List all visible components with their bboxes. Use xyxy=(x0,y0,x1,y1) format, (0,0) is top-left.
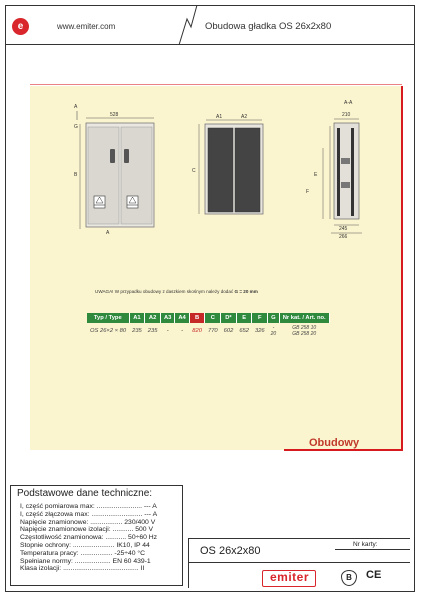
list-item: Temperatura pracy: ................. -25÷40 °C xyxy=(20,549,146,557)
drawing-area xyxy=(30,86,402,450)
ce-mark-icon: CE xyxy=(366,569,382,581)
column-header: A2 xyxy=(145,313,161,323)
column-header: A4 xyxy=(175,313,189,323)
divider xyxy=(284,449,403,451)
depth-266-dimension: 266 xyxy=(339,234,348,240)
type-cell: OS 26×2 × 80 xyxy=(90,328,127,334)
e-cell: 652 xyxy=(239,328,249,334)
column-header: F xyxy=(252,313,268,323)
list-item: Stopnie ochrony: ...................... IK10, IP 44 xyxy=(20,541,150,549)
b-certification-icon: B xyxy=(341,570,357,586)
a4-cell: - xyxy=(181,328,184,334)
column-header: B xyxy=(189,313,205,323)
table-header-row xyxy=(87,313,329,323)
section-width-dimension: 210 xyxy=(342,112,351,118)
c-dimension: C xyxy=(192,168,196,174)
list-item: I, część złączowa max: ........................... --- A xyxy=(20,510,158,518)
depth-245-dimension: 245 xyxy=(339,226,348,232)
section-marker-bottom: A xyxy=(106,230,110,236)
b-dimension: B xyxy=(74,172,78,178)
brand-name: emiter xyxy=(270,570,310,584)
page-header xyxy=(5,5,415,45)
g-cell: - 20 xyxy=(270,325,277,337)
a3-cell: - xyxy=(166,328,169,334)
technical-data-title: Podstawowe dane techniczne: xyxy=(17,488,153,499)
section-view xyxy=(306,100,362,240)
column-header: D* xyxy=(221,313,237,323)
f-dimension: F xyxy=(306,189,310,195)
c-cell: 770 xyxy=(207,328,218,334)
divider xyxy=(401,86,403,450)
a1-cell: 235 xyxy=(132,328,142,334)
website-url[interactable]: www.emiter.com xyxy=(57,22,116,31)
column-header: G xyxy=(268,313,280,323)
width-dimension: 528 xyxy=(110,112,119,118)
f-cell: 326 xyxy=(254,328,265,334)
column-header: A3 xyxy=(160,313,174,323)
divider xyxy=(30,84,402,85)
d-cell: 602 xyxy=(223,328,234,334)
page-title: Obudowa gładka OS 26x2x80 xyxy=(205,21,332,32)
list-item: Spełniane normy: ................... EN 60 439-1 xyxy=(20,557,151,565)
list-item: Częstotliwość znamionowa: ........... 50÷60 Hz xyxy=(20,534,158,542)
b-cell: 820 xyxy=(192,328,202,334)
category-label: Obudowy xyxy=(309,437,360,449)
table-row xyxy=(87,323,329,339)
technical-drawing xyxy=(30,86,402,450)
divider xyxy=(335,549,410,550)
list-item: Napięcie znamionowe izolacji: ........... 500 V xyxy=(20,526,153,534)
a2-dimension: A2 xyxy=(241,114,248,120)
card-number-label: Nr karty: xyxy=(353,541,378,548)
column-header: Nr kat. / Art. no. xyxy=(279,313,329,323)
break-mark-icon xyxy=(173,5,203,45)
catalog-number-cell: GB 258 10 GB 258 20 xyxy=(292,325,317,337)
front-view xyxy=(74,104,154,236)
list-item: I, część pomiarowa max: ........................ --- A xyxy=(20,503,157,510)
note-text: UWAGA! W przypadku obudowy z daszkiem skośnym należy dodać G = 20 mm xyxy=(95,289,258,294)
divider xyxy=(188,562,410,563)
column-header: C xyxy=(205,313,221,323)
a1-dimension: A1 xyxy=(216,114,223,120)
section-marker-top: A xyxy=(74,104,78,110)
column-header: Typ / Type xyxy=(87,313,129,323)
technical-data-box xyxy=(10,485,183,586)
section-label: A-A xyxy=(344,100,353,106)
spec-table xyxy=(87,313,330,339)
column-header: E xyxy=(236,313,252,323)
g-dimension: G xyxy=(74,124,78,130)
side-view xyxy=(192,114,263,214)
technical-data-list xyxy=(20,503,182,573)
column-header: A1 xyxy=(129,313,145,323)
product-name: OS 26x2x80 xyxy=(200,545,261,557)
list-item: Klasa izolacji: ........................................ II xyxy=(20,565,145,573)
e-dimension: E xyxy=(314,172,318,178)
brand-logo[interactable]: e xyxy=(12,18,29,35)
a2-cell: 235 xyxy=(147,328,158,334)
list-item: Napięcie znamionowe: ................. 230/400 V xyxy=(20,518,156,526)
